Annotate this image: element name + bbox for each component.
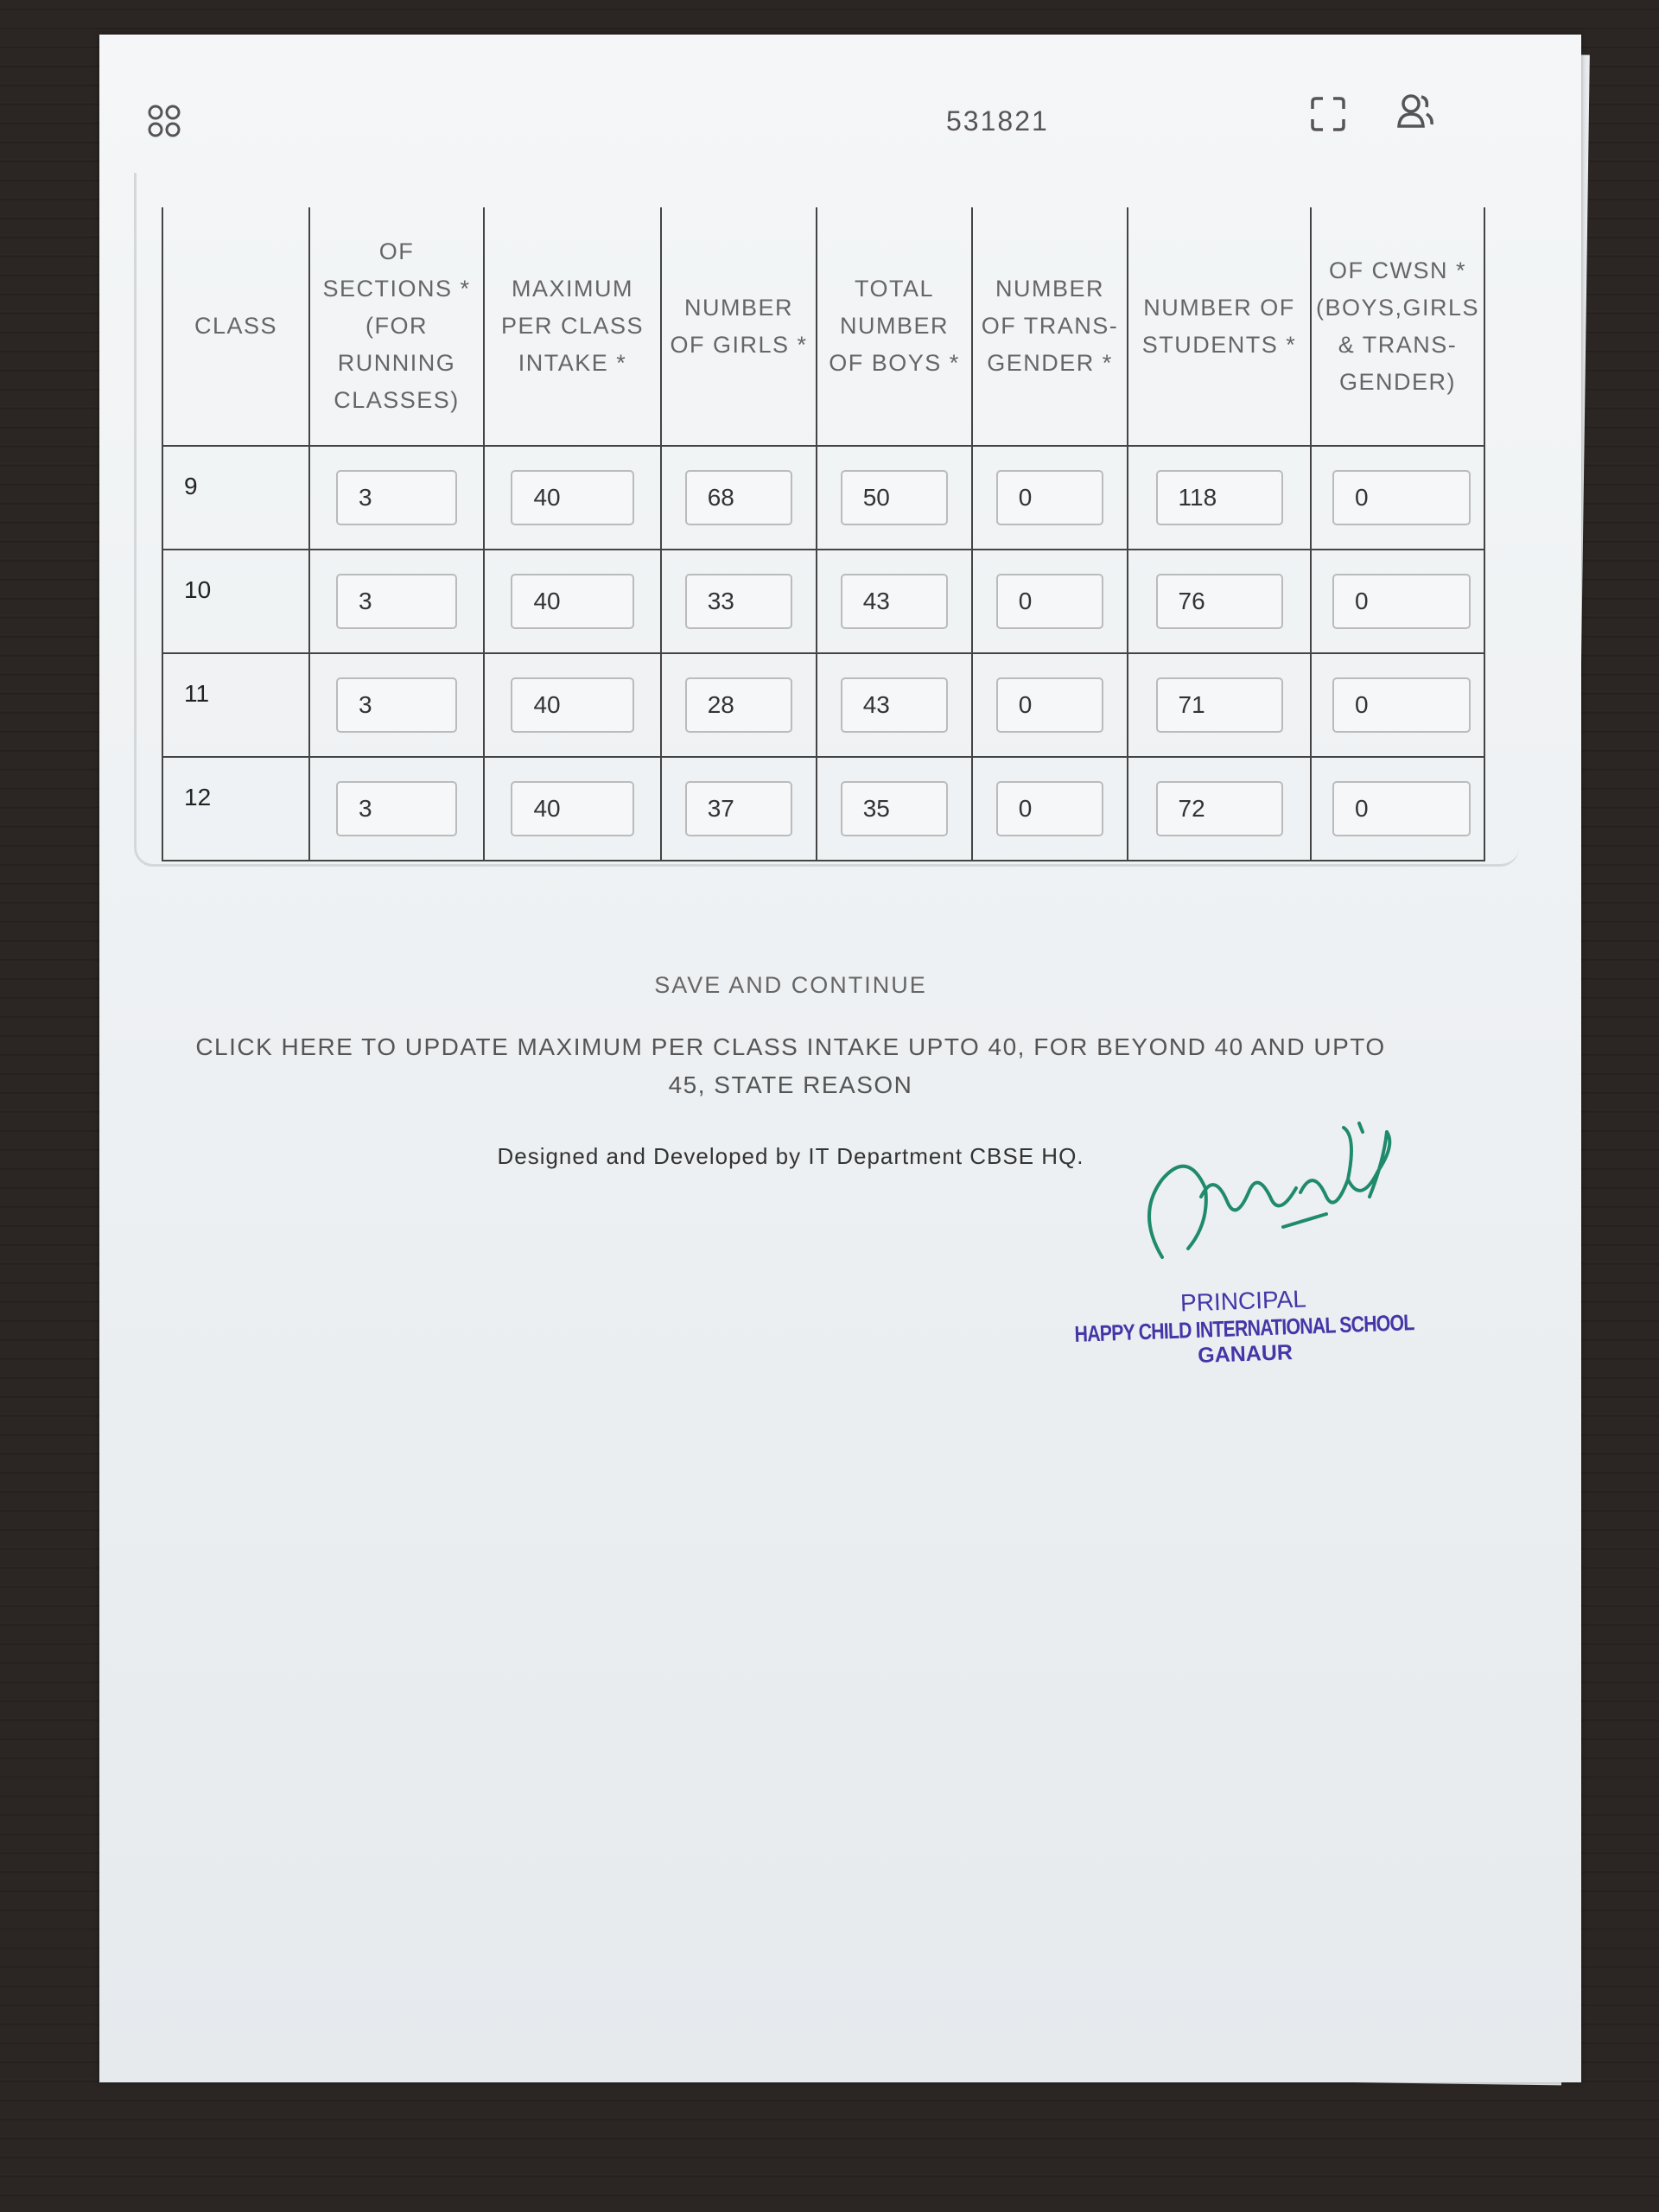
col-header-max-intake: MAXIMUM PER CLASS INTAKE * [484,207,661,446]
sections-input[interactable]: 3 [336,781,457,836]
principal-stamp [1019,1280,1471,1375]
transgender-input[interactable]: 0 [996,781,1104,836]
girls-input[interactable]: 33 [685,574,793,629]
save-and-continue-button[interactable]: SAVE AND CONTINUE [654,972,927,998]
students-input[interactable]: 71 [1156,677,1283,733]
max-intake-input[interactable]: 40 [511,574,633,629]
fullscreen-icon[interactable] [1309,95,1347,133]
stamp-place: GANAUR [1197,1340,1294,1368]
users-icon[interactable] [1395,92,1435,131]
students-input[interactable]: 118 [1156,470,1283,525]
col-header-cwsn: OF CWSN * (BOYS,GIRLS & TRANS-GENDER) [1311,207,1484,446]
update-intake-link[interactable]: CLICK HERE TO UPDATE MAXIMUM PER CLASS INTAKE UPTO 40, FOR BEYOND 40 AND UPTO 45, STATE REASON [195,1033,1386,1098]
sections-input[interactable]: 3 [336,574,457,629]
boys-input[interactable]: 35 [841,781,949,836]
class-label: 11 [184,680,210,707]
max-intake-input[interactable]: 40 [511,781,633,836]
girls-input[interactable]: 28 [685,677,793,733]
table-row [162,757,1484,861]
boys-input[interactable]: 43 [841,677,949,733]
transgender-input[interactable]: 0 [996,470,1104,525]
footer-credit: Designed and Developed by IT Department CBSE HQ. [497,1143,1084,1169]
cwsn-input[interactable]: 0 [1332,470,1471,525]
table-row [162,550,1484,653]
transgender-input[interactable]: 0 [996,677,1104,733]
cwsn-input[interactable]: 0 [1332,574,1471,629]
class-cell [162,653,309,757]
screen-code: 531821 [946,105,1049,137]
boys-input[interactable]: 43 [841,574,949,629]
table-row [162,653,1484,757]
cwsn-input[interactable]: 0 [1332,677,1471,733]
col-header-students: NUMBER OF STUDENTS * [1128,207,1311,446]
class-label: 9 [184,473,198,499]
sections-input[interactable]: 3 [336,470,457,525]
students-input[interactable]: 76 [1156,574,1283,629]
table-row [162,446,1484,550]
students-input[interactable]: 72 [1156,781,1283,836]
col-header-sections: OF SECTIONS * (FOR RUNNING CLASSES) [309,207,484,446]
principal-signature [1128,1119,1447,1300]
stamp-title: PRINCIPAL [1179,1285,1307,1317]
max-intake-input[interactable]: 40 [511,677,633,733]
boys-input[interactable]: 50 [841,470,949,525]
table-header-row [162,207,1484,446]
class-cell [162,446,309,550]
col-header-boys: TOTAL NUMBER OF BOYS * [817,207,972,446]
transgender-input[interactable]: 0 [996,574,1104,629]
girls-input[interactable]: 37 [685,781,793,836]
class-label: 12 [184,784,212,810]
girls-input[interactable]: 68 [685,470,793,525]
max-intake-input[interactable]: 40 [511,470,633,525]
sections-input[interactable]: 3 [336,677,457,733]
apps-grid-icon[interactable] [147,104,183,140]
class-cell [162,550,309,653]
col-header-transgender: NUMBER OF TRANS-GENDER * [972,207,1128,446]
printed-page [99,35,1581,2082]
col-header-class: CLASS [162,207,309,446]
cwsn-input[interactable]: 0 [1332,781,1471,836]
class-cell [162,757,309,861]
class-label: 10 [184,576,212,603]
class-intake-table [162,207,1485,861]
col-header-girls: NUMBER OF GIRLS * [661,207,817,446]
stamp-school: HAPPY CHILD INTERNATIONAL SCHOOL [1074,1309,1414,1347]
